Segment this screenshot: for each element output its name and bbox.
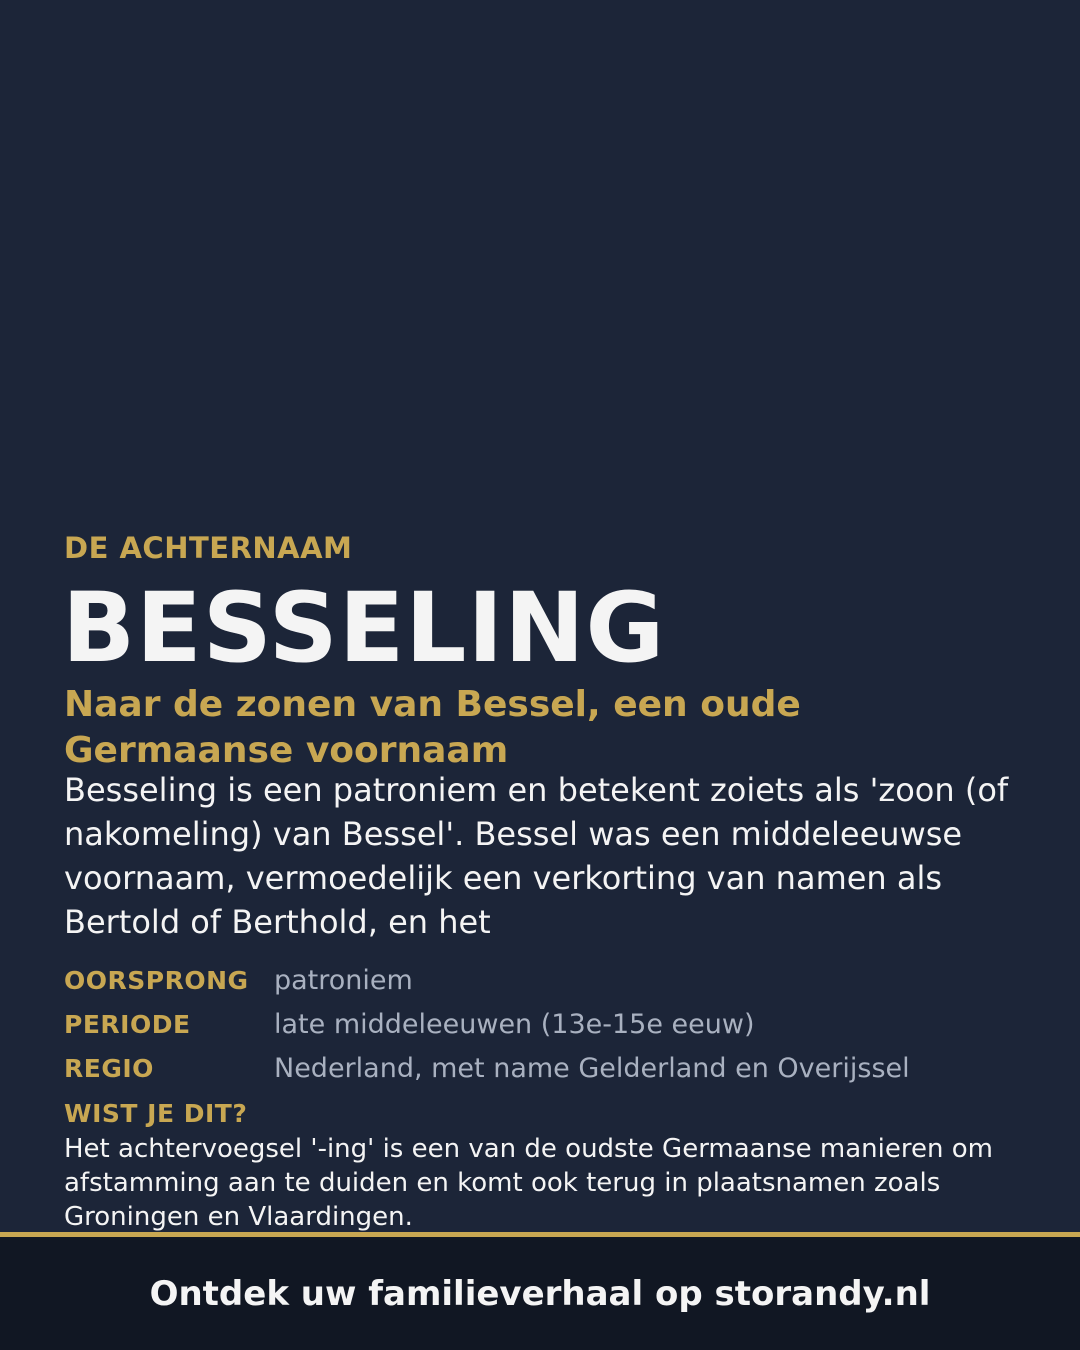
fact-value-period: late middeleeuwen (13e-15e eeuw) — [274, 1008, 755, 1040]
surname-title: BESSELING — [62, 572, 666, 684]
section-kicker: DE ACHTERNAAM — [64, 531, 353, 565]
fact-value-region: Nederland, met name Gelderland en Overijssel — [274, 1052, 910, 1084]
fact-label-origin: OORSPRONG — [64, 965, 249, 995]
fact-row-region — [64, 1046, 1024, 1090]
facts-list — [64, 958, 1024, 1090]
fact-value-origin: patroniem — [274, 964, 413, 996]
trivia-text: Het achtervoegsel '-ing' is een van de oudste Germaanse manieren om afstamming aan te duiden en komt ook terug in plaatsnamen zoals Groningen en Vlaardingen. — [64, 1134, 993, 1232]
fact-label-region: REGIO — [64, 1053, 154, 1083]
surname-tagline: Naar de zonen van Bessel, een oude Germaanse voornaam — [64, 684, 801, 771]
fact-row-origin — [64, 958, 1024, 1002]
footer-cta-link[interactable]: Ontdek uw familieverhaal op storandy.nl — [149, 1273, 931, 1314]
trivia-heading: WIST JE DIT? — [64, 1099, 248, 1128]
footer-banner — [0, 1237, 1080, 1350]
fact-label-period: PERIODE — [64, 1009, 191, 1039]
fact-row-period — [64, 1002, 1024, 1046]
surname-description: Besseling is een patroniem en betekent zoiets als 'zoon (of nakomeling) van Bessel'. Bessel was een middeleeuwse voornaam, vermoedelijk een verkorting van namen als Bertold of Berthold, en het — [64, 771, 1009, 941]
